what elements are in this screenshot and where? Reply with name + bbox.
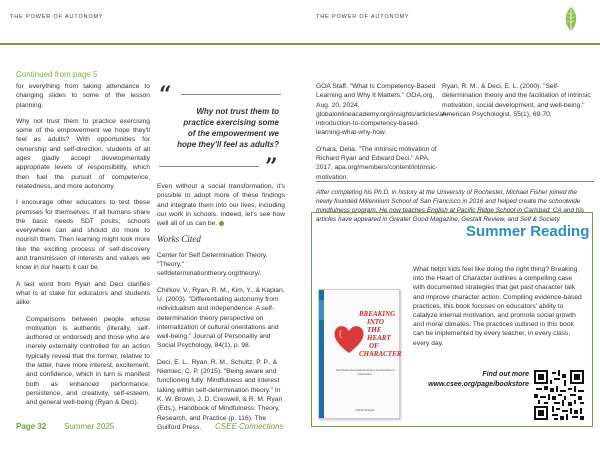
quote-rule-top	[181, 94, 281, 95]
column-4	[442, 82, 594, 126]
page-number: Page 32	[16, 422, 47, 431]
magazine-name: CSEE Connections	[215, 422, 284, 431]
block-quote: Comparisons between people whose motivation is authentic (literally, self-authored or endorsed) and those who are merely externally controlled for an action typically reveal that the former, relative to the latter, have more interest, excitement, and confidence, which in turn is manifest both as enhanced performance, persistence, and creativity, self-esteem, and general well-being (Ryan & Deci).	[26, 315, 150, 407]
reference: Ryan, R. M., & Deci, E. L. (2000). "Self-determination theory and the facilitation of intrinsic motivation, social development, and well-being." American Psychologist, 55(1), 69-70.	[442, 83, 591, 118]
close-quote-mark: ”	[265, 154, 278, 180]
quote-rule-bottom	[159, 166, 259, 167]
paragraph	[157, 182, 285, 228]
book-title-line: BREAKING	[359, 310, 396, 318]
reference: GOA Staff. "What Is Competency-Based Learning and Why It Matters." GOA.org, Aug. 20, 2024. globalonlineacademy.org/insights/articles/an-introduction-to-competency-based-learning-what-why-how.	[316, 83, 449, 137]
book-title-line: OF	[369, 342, 379, 350]
reference: O'hara, Delia. "The intrinsic motivation of Richard Ryan and Edward Deci." APA, 2017. apa.org/members/content/intrinsic-motivation.	[316, 145, 438, 181]
end-mark-icon	[219, 221, 224, 226]
column-1	[16, 82, 150, 415]
book-spine	[319, 290, 324, 418]
header-rule	[0, 43, 600, 45]
paragraph-text: Even without a social transformation, it's possible to adopt more of these findings and integrate them into our lives, including our work in schools. Indeed, let's see how well all of us can be.	[157, 183, 285, 228]
running-header-left: THE POWER OF AUTONOMY	[10, 14, 104, 20]
open-quote-mark: “	[159, 82, 172, 108]
issue-date: Summer 2025	[64, 422, 115, 431]
find-out-more	[405, 370, 529, 390]
continued-label: Continued from page 5	[16, 70, 98, 79]
paragraph: Why not trust them to practice exercising some of the empowerment we hope they'll feel as adults? With opportunities for ownership and self-direction, students of all ages gladly accept developmentally appropriate levels of responsibility, which then fuel the pursuit of competence, relatedness, and more autonomy.	[16, 117, 150, 190]
find-out-more-label: Find out more	[482, 371, 529, 378]
book-title	[359, 310, 401, 358]
book-subtitle: Self-Determined Moral Action and Academic Motivation	[335, 368, 395, 376]
summer-reading-title: Summer Reading	[466, 223, 590, 240]
column-3	[316, 82, 449, 189]
book-cover	[318, 289, 400, 419]
paragraph: I encourage other educators to test these premises for themselves. If all humans share the basic needs SDT posits, schools everywhere can and should do more to nourish them. Then learning might look more like the exciting process of self-discovery and transmission of interests and values we know in our hearts it can be.	[16, 199, 150, 272]
book-title-line: INTO	[367, 318, 384, 326]
works-cited-heading: Works Cited	[157, 234, 201, 245]
author-bio: After completing his Ph.D. in history at the University of Rochester, Michael Fisher joined the newly founded Millennium School of San Francisco in 2016 and helped create the schoolwide mindfulness program. He now teaches English at Pacific Ridge School in Carlsbad, CA and his articles have appeared in Greater Good Magazine, Gestalt Review, and Self & Society.	[316, 189, 584, 223]
leaf-icon	[563, 6, 579, 32]
paragraph: A last word from Ryan and Deci clarifies what is at stake for educators and students alike:	[16, 280, 150, 307]
book-author: David Streight	[355, 408, 375, 412]
book-description: What helps kids feel like doing the right thing? Breaking into the Heart of Character outlines a compelling case with documented strategies that get past character talk and improve character action. Compiling evidence-based practices, this book focuses on educators' ability to catalyze internal motivation, and promote social growth and moral climates. The practices outlined in this book can be implemented by every teacher, in every class, every day.	[413, 266, 582, 347]
reference: Deci, E. L., Ryan, R. M., Schultz, P. P., & Niemiec, C. P. (2015). "Being aware and functioning fully: Mindfulness and interest taking within self-determination theory." In K. W. Brown, J. D. Creswell, & R. M. Ryan (Eds.), Handbook of Mindfulness: Theory, Research, and Practice (p. 116). The Guilford Press.	[157, 358, 283, 431]
reference: Chirkov, V., Ryan, R. M., Kim, Y., & Kaplan, U. (2003). "Differentiating autonomy from individualism and independence: A self-determination theory perspective on internalization of cultural orientations and well-being." Journal of Personality and Social Psychology, 84(1), p. 98.	[157, 286, 285, 350]
running-header-right: THE POWER OF AUTONOMY	[316, 14, 410, 20]
paragraph: for everything from taking attendance to changing slides to some of the lesson planning.	[16, 83, 150, 109]
bio-divider	[316, 181, 594, 182]
bookstore-link[interactable]: www.csee.org/page/bookstore	[428, 381, 529, 388]
pull-quote	[157, 84, 285, 178]
pull-quote-text: Why not trust them to practice exercising some of the empowerment we hope they'll feel as adults?	[177, 107, 279, 149]
book-title-line: CHARACTER	[359, 350, 402, 358]
reference: Center for Self Determination Theory. "Theory." selfdeterminationtheory.org/theory/.	[157, 251, 268, 278]
column-2	[157, 182, 285, 439]
book-title-line: HEART	[367, 334, 391, 342]
qr-code-icon[interactable]	[534, 370, 584, 420]
book-title-line: THE	[367, 326, 382, 334]
